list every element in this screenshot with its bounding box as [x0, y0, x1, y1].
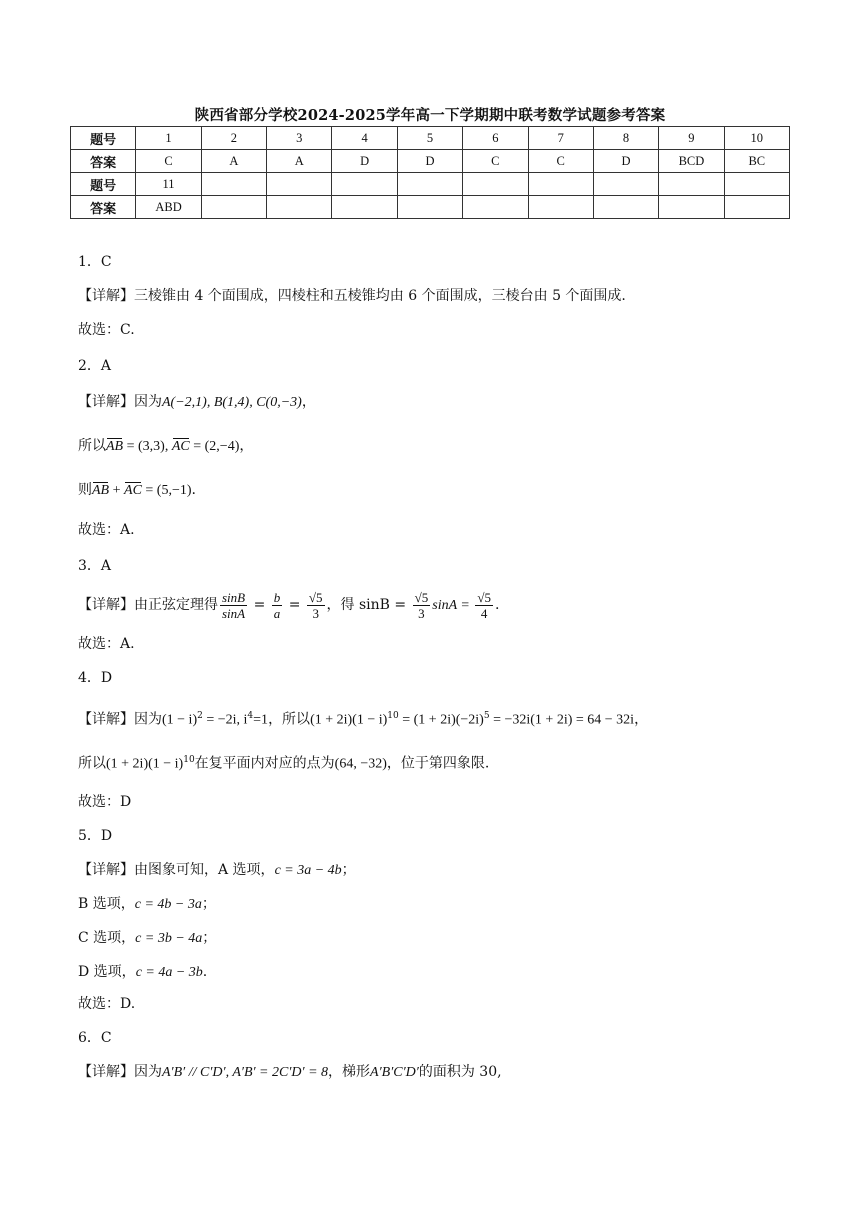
q2-heading: 2．A	[78, 358, 112, 374]
q1-heading: 1．C	[78, 254, 112, 270]
table-cell: ABD	[136, 196, 201, 219]
q6-text: 的面积为 30,	[418, 1064, 502, 1080]
q5-vector-expr: c = 3b − 4a	[135, 931, 203, 946]
q6-text: 因为	[134, 1064, 162, 1080]
q4-text: ，位于第四象限.	[386, 755, 490, 772]
table-cell: 4	[332, 127, 397, 150]
table-cell: 11	[136, 173, 201, 196]
table-cell: 5	[397, 127, 462, 150]
q2-text: .	[191, 482, 196, 498]
table-cell	[593, 196, 658, 219]
q3-text: ，得 sinB =	[326, 597, 411, 613]
table-cell: 2	[201, 127, 266, 150]
q4-math: = −2i, i	[202, 712, 248, 728]
q4-detail-line2	[78, 750, 489, 775]
q5-text: D 选项，	[78, 964, 136, 980]
table-cell: C	[136, 150, 201, 173]
q4-math: (1 + 2i)(1 − i)	[310, 712, 388, 728]
fraction	[413, 590, 431, 621]
table-cell	[463, 196, 528, 219]
q6-text: ，梯形	[328, 1064, 371, 1080]
q4-text: ，所以	[268, 711, 311, 728]
q1-detail-text: 三棱锥由 4 个面围成，四棱柱和五棱锥均由 6 个面围成，三棱台由 5 个面围成.	[134, 288, 626, 304]
row-header-question: 题号	[71, 127, 136, 150]
q5-heading: 5．D	[78, 828, 113, 844]
denominator: sinA	[222, 605, 246, 621]
table-cell: D	[332, 150, 397, 173]
document-title: 陕西省部分学校2024-2025学年高一下学期期中联考数学试题参考答案	[194, 107, 666, 124]
q5-detail-line2	[78, 894, 216, 915]
table-cell	[267, 196, 332, 219]
detail-tag: 【详解】	[78, 711, 134, 728]
q5-text: ；	[201, 896, 216, 912]
q2-text: 因为	[134, 394, 162, 410]
table-cell: D	[593, 150, 658, 173]
q5-vector-expr: c = 3a − 4b	[274, 863, 342, 878]
q2-text: ，	[239, 438, 254, 454]
row-header-answer: 答案	[71, 196, 136, 219]
q3-detail: 【详解】由正弦定理得 $\frac{\sin B}{\sin A}$ = $\frac{b}{a}$ = $\frac{√5}{3}$ ，得 sinB = $\frac{√5}{3}$ sinA = $\frac{√5}{4}$ .	[78, 589, 500, 621]
table-cell: BCD	[659, 150, 724, 173]
q4-text: 所以	[78, 755, 106, 772]
q4-math: = (1 + 2i)(−2i)	[398, 712, 484, 728]
exponent: 10	[183, 755, 195, 765]
table-cell: 3	[267, 127, 332, 150]
numerator: √5	[477, 589, 491, 605]
exponent: 10	[387, 711, 399, 721]
table-cell: C	[463, 150, 528, 173]
q4-detail-line1	[78, 706, 648, 731]
q4-heading: 4．D	[78, 670, 113, 686]
table-cell: C	[528, 150, 593, 173]
q5-text: 由图象可知，A 选项，	[134, 862, 275, 878]
q5-detail-line3	[78, 928, 216, 949]
exponent: 5	[483, 711, 490, 721]
denominator: a	[273, 605, 281, 621]
table-cell	[397, 173, 462, 196]
table-cell: 6	[463, 127, 528, 150]
fraction	[475, 590, 493, 621]
table-cell	[201, 196, 266, 219]
denominator: 3	[312, 605, 319, 621]
q5-vector-expr: c = 4a − 3b	[135, 965, 203, 980]
q2-math: = (3,3),	[123, 439, 172, 454]
vector-ac: AC	[124, 481, 142, 501]
q4-math: =1	[253, 712, 269, 728]
vector-ab: AB	[92, 481, 109, 501]
q4-math: (64, −32)	[334, 756, 387, 772]
table-cell: 8	[593, 127, 658, 150]
q3-text: .	[494, 597, 500, 613]
table-cell	[267, 173, 332, 196]
detail-tag: 【详解】	[78, 288, 134, 304]
row-header-answer: 答案	[71, 150, 136, 173]
table-cell: A	[267, 150, 332, 173]
exponent: 2	[197, 711, 203, 721]
table-row-answer-1	[71, 150, 790, 173]
q4-text: 因为	[134, 711, 162, 728]
q5-text: C 选项，	[78, 930, 136, 946]
q2-detail-line1	[78, 392, 316, 413]
q2-text: 则	[78, 482, 92, 498]
q4-text: 在复平面内对应的点为	[194, 755, 335, 772]
q6-math: A′B′ // C′D′, A′B′ = 2C′D′ = 8	[162, 1065, 329, 1080]
table-row-question-2	[71, 173, 790, 196]
q2-math: +	[109, 483, 125, 498]
table-cell: 10	[724, 127, 789, 150]
q3-heading: 3．A	[78, 558, 112, 574]
q4-math: (1 − i)	[162, 712, 198, 728]
q1-choose: 故选：C.	[78, 322, 135, 338]
q5-detail-line1	[78, 860, 356, 881]
q2-choose: 故选：A.	[78, 522, 135, 538]
q1-detail	[78, 286, 626, 306]
q4-text: ，	[634, 711, 649, 728]
q2-detail-line2	[78, 436, 253, 457]
detail-tag: 【详解】	[78, 862, 134, 878]
table-cell	[528, 196, 593, 219]
table-cell: D	[397, 150, 462, 173]
q5-text: ；	[341, 862, 356, 878]
fraction	[220, 590, 247, 621]
q3-choose: 故选：A.	[78, 636, 135, 652]
q2-detail-line3	[78, 480, 196, 501]
q2-points-math: A(−2,1), B(1,4), C(0,−3)	[162, 395, 302, 410]
detail-tag: 【详解】	[78, 1064, 134, 1080]
table-cell	[659, 196, 724, 219]
q4-math: = −32i(1 + 2i) = 64 − 32i	[489, 712, 635, 728]
q6-math: A′B′C′D′	[370, 1065, 419, 1080]
q4-choose: 故选：D	[78, 794, 132, 810]
q3-text: 由正弦定理得	[134, 597, 218, 613]
fraction	[272, 590, 283, 621]
q5-vector-expr: c = 4b − 3a	[134, 897, 202, 912]
denominator: 3	[418, 605, 425, 621]
q2-text: ，	[301, 394, 316, 410]
table-row-question-1	[71, 127, 790, 150]
table-cell	[463, 173, 528, 196]
numerator: √5	[414, 589, 429, 605]
exponent: 4	[247, 711, 254, 721]
table-cell	[397, 196, 462, 219]
vector-ac: AC	[172, 437, 190, 457]
q6-detail	[78, 1062, 502, 1083]
detail-tag: 【详解】	[78, 597, 134, 613]
q5-text: B 选项，	[78, 896, 135, 912]
table-cell	[724, 173, 789, 196]
q3-math: sinA =	[432, 598, 474, 613]
numerator: b	[273, 589, 281, 605]
table-cell	[528, 173, 593, 196]
denominator: 4	[480, 605, 488, 621]
q5-text: .	[202, 964, 208, 980]
numerator: √5	[308, 589, 323, 605]
q5-choose: 故选：D.	[78, 996, 136, 1012]
table-cell	[724, 196, 789, 219]
q2-text: 所以	[78, 438, 106, 454]
q2-math: = (2,−4)	[189, 439, 240, 454]
answer-table	[70, 126, 790, 219]
table-cell: A	[201, 150, 266, 173]
fraction	[307, 590, 325, 621]
q2-math: = (5,−1)	[141, 483, 192, 498]
table-row-answer-2	[71, 196, 790, 219]
row-header-question: 题号	[71, 173, 136, 196]
table-cell: 1	[136, 127, 201, 150]
q4-math: (1 + 2i)(1 − i)	[106, 756, 184, 772]
q5-text: ；	[202, 930, 217, 946]
vector-ab: AB	[106, 437, 123, 457]
q5-detail-line4	[78, 962, 207, 983]
numerator: sinB	[222, 589, 246, 605]
table-cell: 9	[659, 127, 724, 150]
detail-tag: 【详解】	[78, 394, 134, 410]
table-cell	[201, 173, 266, 196]
table-cell	[332, 173, 397, 196]
table-cell: BC	[724, 150, 789, 173]
table-cell: 7	[528, 127, 593, 150]
q6-heading: 6．C	[78, 1030, 112, 1046]
table-cell	[593, 173, 658, 196]
table-cell	[332, 196, 397, 219]
table-cell	[659, 173, 724, 196]
